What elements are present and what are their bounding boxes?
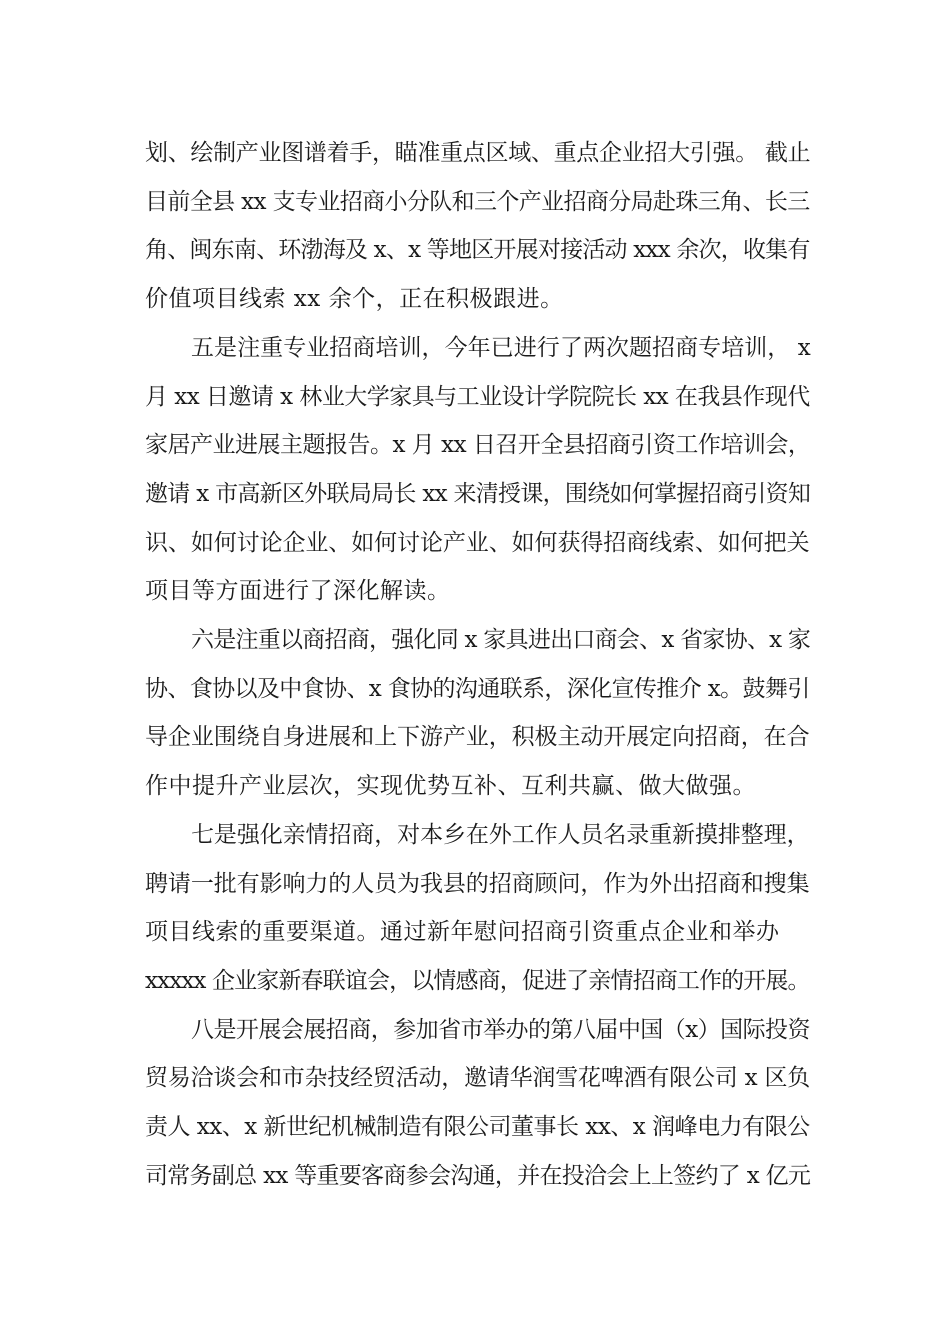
paragraph-first-line: 五是注重专业招商培训，今年已进行了两次题招商专培训， x bbox=[191, 335, 811, 361]
paragraph-line: 作中提升产业层次，实现优势互补、互利共赢、做大做强。 bbox=[145, 773, 756, 799]
paragraph-line: 司常务副总 xx 等重要客商参会沟通，并在投洽会上上签约了 x 亿元 bbox=[145, 1163, 811, 1189]
paragraph-line: 目前全县 xx 支专业招商小分队和三个产业招商分局赴珠三角、长三 bbox=[145, 189, 810, 215]
paragraph-line: xxxxx 企业家新春联谊会，以情感商，促进了亲情招商工作的开展。 bbox=[145, 968, 810, 994]
paragraph-line: 项目线索的重要渠道。通过新年慰问招商引资重点企业和举办 bbox=[145, 919, 780, 945]
paragraph-line: 聘请一批有影响力的人员为我县的招商顾问，作为外出招商和搜集 bbox=[145, 871, 810, 897]
paragraph-first-line: 七是强化亲情招商，对本乡在外工作人员名录重新摸排整理， bbox=[191, 822, 810, 848]
paragraph-line: 家居产业进展主题报告。x 月 xx 日召开全县招商引资工作培训会， bbox=[145, 432, 811, 458]
paragraph-line: 价值项目线索 xx 余个，正在积极跟进。 bbox=[145, 286, 564, 312]
paragraph-line: 导企业围绕自身进展和上下游产业，积极主动开展定向招商，在合 bbox=[145, 724, 810, 750]
paragraph-line: 角、闽东南、环渤海及 x、x 等地区开展对接活动 xxx 余次，收集有 bbox=[145, 237, 810, 263]
paragraph-first-line: 八是开展会展招商，参加省市举办的第八届中国（x）国际投资 bbox=[191, 1017, 810, 1043]
paragraph-line: 邀请 x 市高新区外联局局长 xx 来清授课，围绕如何掌握招商引资知 bbox=[145, 481, 811, 507]
paragraph-line: 月 xx 日邀请 x 林业大学家具与工业设计学院院长 xx 在我县作现代 bbox=[145, 384, 810, 410]
paragraph-first-line: 六是注重以商招商，强化同 x 家具进出口商会、x 省家协、x 家 bbox=[191, 627, 811, 653]
paragraph-line: 协、食协以及中食协、x 食协的沟通联系，深化宣传推介 x。鼓舞引 bbox=[145, 676, 810, 702]
paragraph-line: 贸易洽谈会和市杂技经贸活动，邀请华润雪花啤酒有限公司 x 区负 bbox=[145, 1065, 811, 1091]
paragraph-line: 识、如何讨论企业、如何讨论产业、如何获得招商线索、如何把关 bbox=[145, 530, 810, 556]
paragraph-line: 责人 xx、x 新世纪机械制造有限公司董事长 xx、x 润峰电力有限公 bbox=[145, 1114, 810, 1140]
paragraph-line: 项目等方面进行了深化解读。 bbox=[145, 578, 451, 604]
paragraph-line: 划、绘制产业图谱着手，瞄准重点区域、重点企业招大引强。 截止 bbox=[145, 140, 811, 166]
